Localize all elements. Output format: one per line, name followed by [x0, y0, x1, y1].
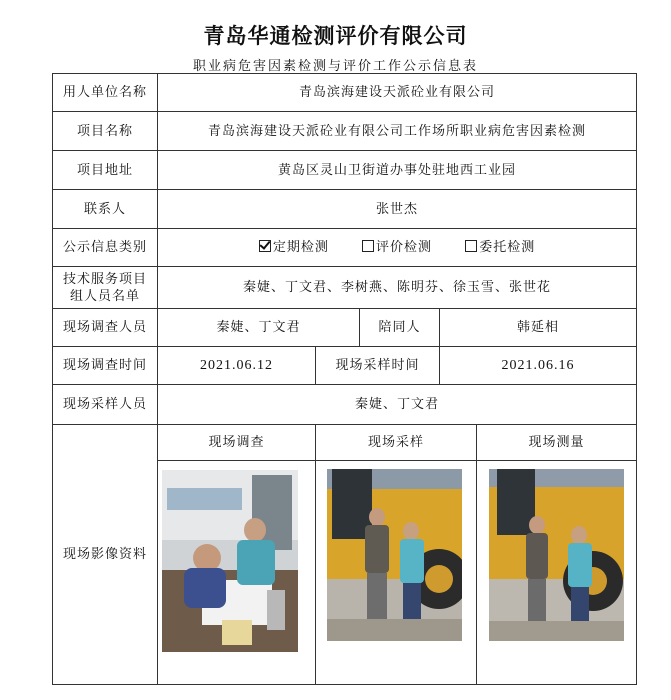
- photo-cell-survey: [158, 461, 316, 685]
- project-name-label: 项目名称: [53, 112, 158, 151]
- employer-value: 青岛滨海建设天派砼业有限公司: [158, 74, 637, 112]
- survey-time-value: 2021.06.12: [158, 347, 316, 385]
- checkbox-checked-icon[interactable]: [259, 240, 271, 252]
- measurement-photo: [489, 469, 624, 641]
- team-label: 技术服务项目 组人员名单: [53, 267, 158, 309]
- accompany-value: 韩延相: [440, 309, 637, 347]
- sampling-staff-label: 现场采样人员: [53, 385, 158, 425]
- row-image-headers: [53, 425, 637, 461]
- contact-value: 张世杰: [158, 190, 637, 229]
- row-employer: [53, 74, 637, 112]
- photo-cell-measurement: [477, 461, 637, 685]
- option-periodic[interactable]: 定期检测: [259, 239, 329, 256]
- category-options: [158, 229, 637, 267]
- row-survey-staff: [53, 309, 637, 347]
- row-dates: [53, 347, 637, 385]
- option-evaluation[interactable]: 评价检测: [362, 239, 432, 256]
- accompany-label: 陪同人: [360, 309, 440, 347]
- option-entrusted[interactable]: 委托检测: [465, 239, 535, 256]
- form-subtitle: 职业病危害因素检测与评价工作公示信息表: [192, 59, 478, 74]
- category-label: 公示信息类别: [53, 229, 158, 267]
- image-header-sampling: 现场采样: [316, 425, 477, 461]
- company-title: 青岛华通检测评价有限公司: [203, 24, 468, 48]
- sampling-time-label: 现场采样时间: [316, 347, 440, 385]
- survey-staff-label: 现场调查人员: [53, 309, 158, 347]
- survey-time-label: 现场调查时间: [53, 347, 158, 385]
- row-sampling-staff: [53, 385, 637, 425]
- project-address-value: 黄岛区灵山卫街道办事处驻地西工业园: [158, 151, 637, 190]
- photo-cell-sampling: [316, 461, 477, 685]
- project-name-value: 青岛滨海建设天派砼业有限公司工作场所职业病危害因素检测: [158, 112, 637, 151]
- contact-label: 联系人: [53, 190, 158, 229]
- sampling-photo: [327, 469, 462, 641]
- sampling-time-value: 2021.06.16: [440, 347, 637, 385]
- row-category: [53, 229, 637, 267]
- employer-label: 用人单位名称: [53, 74, 158, 112]
- survey-photo: [162, 470, 298, 652]
- row-project-name: [53, 112, 637, 151]
- team-value: 秦婕、丁文君、李树燕、陈明芬、徐玉雪、张世花: [158, 267, 637, 309]
- row-team: [53, 267, 637, 309]
- row-contact: [53, 190, 637, 229]
- sampling-staff-value: 秦婕、丁文君: [158, 385, 637, 425]
- image-header-measurement: 现场测量: [477, 425, 637, 461]
- survey-staff-value: 秦婕、丁文君: [158, 309, 360, 347]
- row-project-address: [53, 151, 637, 190]
- info-table: [52, 73, 637, 685]
- images-label: 现场影像资料: [53, 425, 158, 685]
- project-address-label: 项目地址: [53, 151, 158, 190]
- image-header-survey: 现场调查: [158, 425, 316, 461]
- checkbox-empty-icon[interactable]: [465, 240, 477, 252]
- checkbox-empty-icon[interactable]: [362, 240, 374, 252]
